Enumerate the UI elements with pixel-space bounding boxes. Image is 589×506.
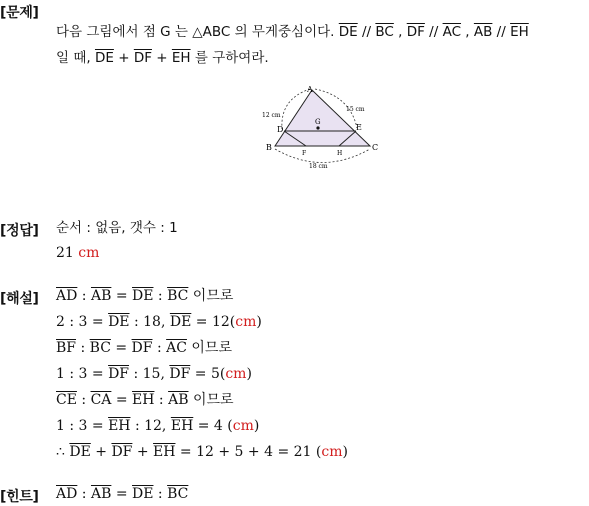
segment-name: $\overline{DE}$ (169, 314, 192, 330)
problem-line-2 (56, 50, 269, 67)
solution-line-3 (56, 340, 232, 357)
label-e: E (356, 123, 362, 132)
segment-name: $\overline{DE}$ (338, 24, 358, 40)
solution-line-1 (56, 288, 233, 305)
segment-name: $\overline{CE}$ (56, 392, 77, 408)
segment-name: $\overline{EH}$ (108, 418, 131, 434)
segment-name: $\overline{AB}$ (473, 24, 493, 40)
segment-name: $\overline{DF}$ (133, 50, 152, 66)
triangle-abc (275, 90, 370, 146)
solution-line-2-text: 2 : $3 = \overline{DE}$ : 18, $\overline{DE} = 12$( (56, 314, 236, 330)
solution-line-5 (56, 392, 234, 409)
segment-name: $\overline{AD}$ (56, 288, 78, 304)
segment-name: $\overline{DF}$ (131, 340, 153, 356)
measure-ad: 12 cm (262, 112, 281, 119)
segment-name: $\overline{EH}$ (171, 50, 191, 66)
segment-name: $\overline{AC}$ (166, 340, 187, 356)
answer-value: 21 (56, 245, 74, 261)
segment-name: $\overline{EH}$ (132, 392, 155, 408)
segment-name: $\overline{BC}$ (89, 340, 111, 356)
segment-name: $\overline{DE}$ (69, 444, 91, 460)
segment-name: $\overline{DF}$ (111, 444, 133, 460)
solution-line-2 (56, 314, 262, 331)
segment-name: $\overline{DF}$ (108, 366, 130, 382)
label-b: B (266, 143, 272, 152)
measure-bc: 18 cm (309, 163, 328, 170)
segment-name: $\overline{DE}$ (94, 50, 114, 66)
label-a: A (307, 85, 313, 94)
solution-line-7-unit: cm (321, 444, 343, 460)
segment-name: $\overline{BC}$ (167, 288, 189, 304)
segment-name: $\overline{DE}$ (108, 314, 130, 330)
label-g: G (315, 118, 321, 126)
segment-name: $\overline{DF}$ (169, 366, 191, 382)
hint-line (56, 486, 188, 503)
hint-label: [힌트] (0, 489, 39, 505)
segment-name: $\overline{AB}$ (90, 486, 112, 502)
segment-name: $\overline{EH}$ (510, 24, 529, 40)
segment-name: $\overline{AB}$ (168, 392, 189, 408)
solution-line-6-unit: cm (232, 418, 254, 434)
segment-name: $\overline{BC}$ (375, 24, 394, 40)
problem-line-1-text: 다음 그림에서 점 G 는 △ABC 의 무게중심이다. $\overline{DE} // \overline{BC}$ , $\overline{DF} // \overline{AC}$ , $\overline{AB} // \overline{EH}$ (56, 24, 529, 40)
answer-line-1-text: 순서 : 없음, 갯수 : 1 (56, 220, 178, 236)
segment-name: $\overline{CA}$ (90, 392, 112, 408)
answer-unit: cm (78, 245, 100, 261)
label-d: D (277, 125, 284, 134)
solution-line-6 (56, 418, 259, 435)
segment-name: $\overline{BF}$ (56, 340, 77, 356)
answer-label: [정답] (0, 223, 39, 239)
measure-ae: 15 cm (346, 106, 365, 113)
solution-line-5-text: $\overline{CE}$ : $\overline{CA} = \overline{EH}$ : $\overline{AB}$ 이므로 (56, 392, 234, 408)
solution-line-7 (56, 444, 348, 461)
problem-label: [문제] (0, 5, 39, 21)
solution-line-2-unit: cm (235, 314, 257, 330)
solution-line-4-close: ) (246, 366, 252, 382)
segment-name: $\overline{EH}$ (170, 418, 194, 434)
solution-line-3-text: $\overline{BF}$ : $\overline{BC} = \overline{DF}$ : $\overline{AC}$ 이므로 (56, 340, 232, 356)
segment-name: $\overline{AB}$ (90, 288, 112, 304)
solution-line-6-text: 1 : $3 = \overline{EH}$ : 12, $\overline{EH} = 4$ ( (56, 418, 233, 434)
problem-line-1 (56, 24, 529, 41)
arc-bc (275, 149, 370, 163)
solution-line-7-close: ) (342, 444, 348, 460)
solution-label: [해설] (0, 291, 39, 307)
label-f: F (302, 150, 307, 157)
hint-text: $\overline{AD}$ : $\overline{AB} = \overline{DE}$ : $\overline{BC}$ (56, 486, 189, 502)
segment-name: $\overline{BC}$ (167, 486, 189, 502)
segment-name: $\overline{AD}$ (56, 486, 78, 502)
answer-line-1 (56, 220, 178, 237)
answer-value-line (56, 245, 99, 262)
solution-line-2-close: ) (256, 314, 262, 330)
point-g (316, 126, 319, 129)
segment-name: $\overline{EH}$ (153, 444, 176, 460)
solution-line-4-text: 1 : $3 = \overline{DF}$ : 15, $\overline{DF} = 5$( (56, 366, 226, 382)
problem-line-2-text: 일 때, $\overline{DE} + \overline{DF} + \overline{EH}$ 를 구하여라. (56, 50, 269, 66)
solution-line-7-text: ∴ $\overline{DE} + \overline{DF} + \overline{EH} = 12 + 5 + 4 = 21$ ( (56, 444, 322, 460)
solution-line-1-text: $\overline{AD}$ : $\overline{AB} = \overline{DE}$ : $\overline{BC}$ 이므로 (56, 288, 234, 304)
label-c: C (372, 143, 379, 152)
solution-line-4 (56, 366, 252, 383)
solution-line-4-unit: cm (225, 366, 247, 382)
segment-name: $\overline{DE}$ (132, 288, 154, 304)
triangle-figure (258, 84, 388, 174)
segment-name: $\overline{DF}$ (406, 24, 425, 40)
segment-name: $\overline{AC}$ (442, 24, 462, 40)
segment-name: $\overline{DE}$ (132, 486, 154, 502)
label-h: H (337, 150, 343, 157)
solution-line-6-close: ) (253, 418, 260, 434)
